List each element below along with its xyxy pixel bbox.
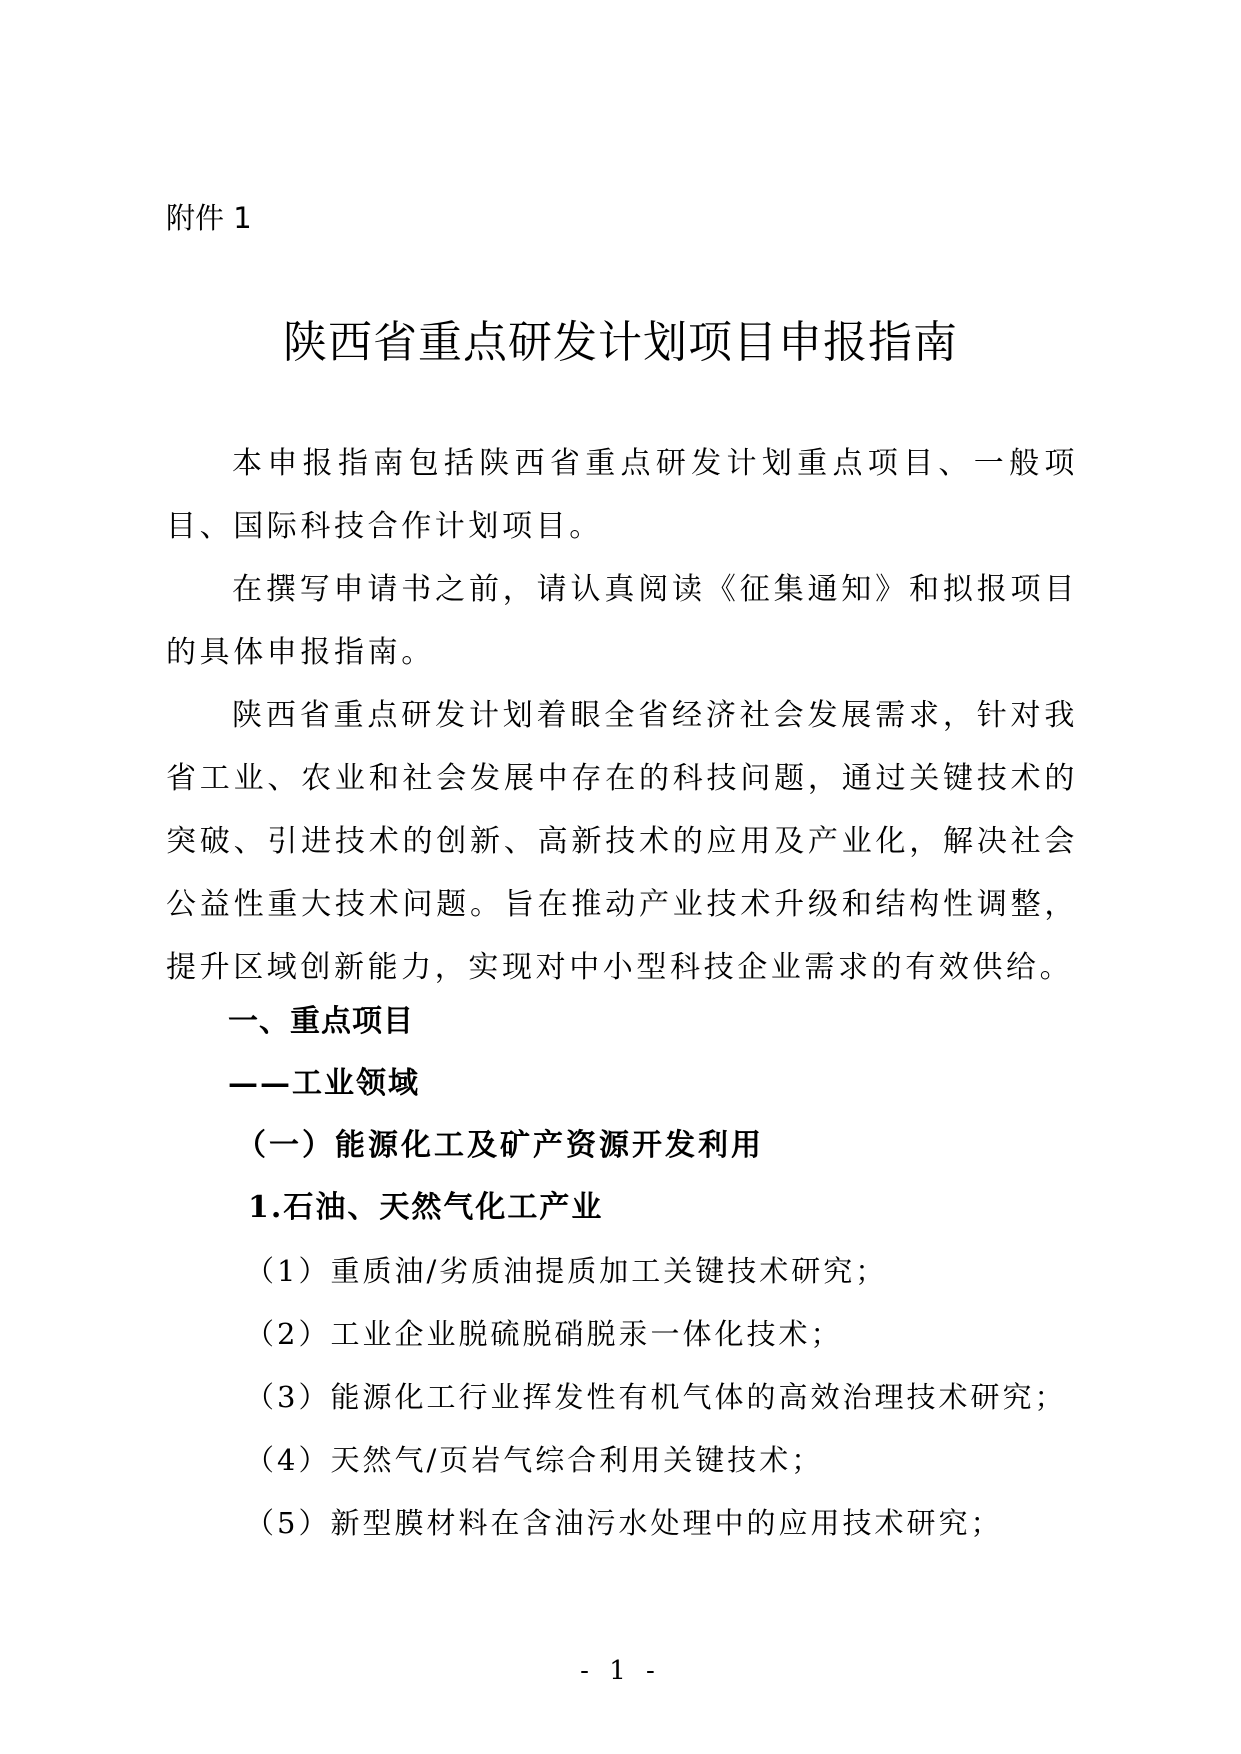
list-item: （2）工业企业脱硫脱硝脱汞一体化技术； [245,1317,843,1351]
research-item-list [245,1240,1066,1555]
subsection-heading: （一）能源化工及矿产资源开发利用 [236,1128,764,1163]
topic-heading: 1.石油、天然气化工产业 [248,1190,604,1225]
section-heading: 一、重点项目 [228,1004,414,1039]
list-item: （4）天然气/页岩气综合利用关键技术； [245,1443,824,1477]
paragraph: 陕西省重点研发计划着眼全省经济社会发展需求，针对我省工业、农业和社会发展中存在的科技问题，通过关键技术的突破、引进技术的创新、高新技术的应用及产业化，解决社会公益性重大技术问题。旨在推动产业技术升级和结构性调整，提升区域创新能力，实现对中小型科技企业需求的有效供给。 [166,698,1078,985]
document-title: 陕西省重点研发计划项目申报指南 [283,317,958,368]
attachment-label: 附件 1 [166,201,252,235]
paragraph: 在撰写申请书之前，请认真阅读《征集通知》和拟报项目的具体申报指南。 [166,572,1078,670]
list-item: （3）能源化工行业挥发性有机气体的高效治理技术研究； [245,1380,1067,1414]
list-item: （5）新型膜材料在含油污水处理中的应用技术研究； [245,1506,1003,1540]
page-number: - 1 - [580,1656,661,1686]
field-heading: ——工业领域 [228,1066,420,1101]
paragraph: 本申报指南包括陕西省重点研发计划重点项目、一般项目、国际科技合作计划项目。 [166,446,1078,544]
intro-body [166,432,1078,999]
list-item: （1）重质油/劣质油提质加工关键技术研究； [245,1254,888,1288]
